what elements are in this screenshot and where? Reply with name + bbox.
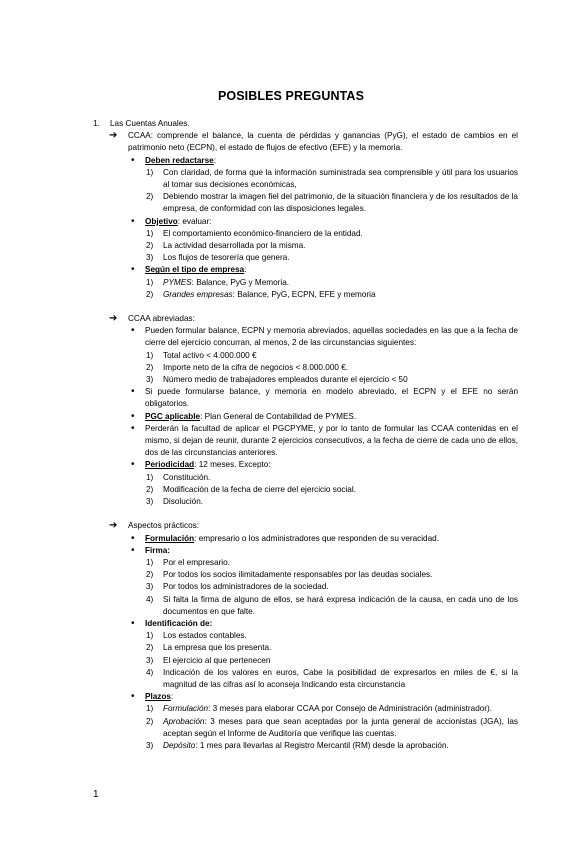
item-number: 1)	[146, 557, 154, 567]
ident-label: Identificación de:	[145, 618, 213, 628]
list-item	[0, 374, 582, 386]
item-number: 3)	[146, 740, 154, 750]
objetivo-bullet	[0, 216, 582, 228]
abreviadas-heading	[0, 313, 582, 325]
item-number: 4)	[146, 667, 154, 677]
arrow-icon: ➔	[109, 313, 118, 325]
bullet-icon: •	[131, 422, 135, 434]
list-item	[0, 240, 582, 252]
objetivo-label: Objetivo	[145, 216, 178, 226]
bullet-icon: •	[131, 617, 135, 629]
item-number: 3)	[146, 375, 154, 385]
section-heading	[0, 118, 582, 130]
pgc-label: PGC aplicable	[145, 411, 201, 421]
practicos-heading	[0, 520, 582, 532]
item-name: Aprobación	[163, 716, 205, 726]
list-item	[0, 228, 582, 240]
item-text: Indicación de los valores en euros, Cabe la posibilidad de expresarlos en miles de €, si la magnitud de las cifras así lo aconseja Indicando esta circunstancia	[163, 667, 518, 689]
item-name: Formulación	[163, 704, 209, 714]
list-item	[0, 642, 582, 654]
item-number: 3)	[146, 655, 154, 665]
pgc-text: : Plan General de Contabilidad de PYMES.	[200, 411, 357, 421]
list-item	[0, 703, 582, 715]
item-number: 3)	[146, 582, 154, 592]
item-name: Grandes empresas	[163, 289, 233, 299]
formulacion-label: Formulación	[145, 533, 195, 543]
item-text: El comportamiento económico-financiero de la entidad.	[163, 228, 363, 238]
bullet-icon: •	[131, 532, 135, 544]
bullet-icon: •	[131, 215, 135, 227]
document-body	[0, 118, 582, 752]
objetivo-suffix: : evaluar:	[177, 216, 212, 226]
item-text: Por todos los administradores de la sociedad.	[163, 582, 329, 592]
item-number: 2)	[146, 484, 154, 494]
item-number: 1)	[146, 167, 154, 177]
item-number: 1)	[146, 350, 154, 360]
formulacion-text: : empresario o los administradores que responden de su veracidad.	[194, 533, 439, 543]
item-text: : 3 meses para que sean aceptadas por la junta general de accionistas (JGA), las aceptan según el Informe de Auditoría que verifique las cuentas.	[163, 716, 518, 738]
list-item	[0, 484, 582, 496]
bullet-icon: •	[131, 325, 135, 337]
ccaa-paragraph	[0, 130, 582, 154]
list-item	[0, 594, 582, 618]
ident-bullet	[0, 618, 582, 630]
page-number: 1	[93, 789, 99, 800]
si-bullet	[0, 386, 582, 410]
plazos-label: Plazos	[145, 692, 171, 702]
bullet-icon: •	[131, 264, 135, 276]
perderan-text: Perderán la facultad de aplicar el PGCPYME, y por lo tanto de formular las CCAA contenidas en el mismo, si dejan de reunir, durante 2 ejercicios consecutivos, a la fecha de cierre de cada uno de ellos, dos de las circunstancias anteriores.	[145, 423, 518, 458]
item-text: Disolución.	[163, 497, 204, 507]
item-number: 1)	[146, 631, 154, 641]
periodicidad-label: Periodicidad	[145, 460, 195, 470]
list-item	[0, 581, 582, 593]
bullet-icon: •	[131, 154, 135, 166]
item-text: Debiendo mostrar la imagen fiel del patrimonio, de la situación financiera y de los resultados de la empresa, de conformidad con las disposiciones legales.	[163, 192, 518, 214]
plazos-suffix: :	[170, 692, 174, 702]
item-text: Los flujos de tesorería que genera.	[163, 253, 290, 263]
arrow-icon: ➔	[109, 130, 118, 142]
list-item	[0, 472, 582, 484]
item-number: 1)	[146, 704, 154, 714]
item-text: Por todos los socios ilimitadamente responsables por las deudas sociales.	[163, 570, 433, 580]
item-number: 2)	[146, 643, 154, 653]
item-text: : 1 mes para llevarlas al Registro Mercantil (RM) desde la aprobación.	[195, 740, 449, 750]
item-text: Los estados contables.	[163, 631, 247, 641]
arrow-icon: ➔	[109, 520, 118, 532]
list-item	[0, 167, 582, 191]
item-number: 1)	[146, 228, 154, 238]
firma-bullet	[0, 545, 582, 557]
bullet-icon: •	[131, 691, 135, 703]
page-title: POSIBLES PREGUNTAS	[217, 89, 365, 103]
list-item	[0, 569, 582, 581]
tipo-label: Según el tipo de empresa	[145, 265, 245, 275]
abreviadas-title: CCAA abreviadas:	[128, 314, 195, 324]
section-title: Las Cuentas Anuales.	[110, 119, 190, 128]
item-number: 2)	[146, 716, 154, 726]
periodicidad-bullet	[0, 459, 582, 471]
tipo-suffix: :	[244, 265, 247, 275]
plazos-bullet	[0, 691, 582, 703]
list-item	[0, 191, 582, 215]
item-text: : Balance, PyG y Memoria.	[191, 277, 290, 287]
item-text: Con claridad, de forma que la información suministrada sea comprensible y útil para los usuarios al tomar sus decisiones económicas,	[163, 167, 518, 190]
section-number: 1.	[93, 119, 100, 128]
list-item	[0, 277, 582, 289]
item-text: : 3 meses para elaborar CCAA por Consejo de Administración (administrador).	[208, 704, 493, 714]
formulacion-bullet	[0, 533, 582, 545]
practicos-title: Aspectos prácticos:	[128, 521, 199, 531]
si-text: Si puede formularse balance, y memoria en modelo abreviado, el ECPN y el EFE no serán obligatorios.	[145, 387, 518, 409]
item-number: 2)	[146, 570, 154, 580]
item-text: Constitución.	[163, 472, 211, 482]
list-item	[0, 496, 582, 508]
list-item	[0, 630, 582, 642]
item-number: 1)	[146, 472, 154, 482]
list-item	[0, 740, 582, 752]
item-text: Importe neto de la cifra de negocios < 8.000.000 €.	[163, 362, 349, 372]
item-text: Si falta la firma de alguno de ellos, se hará expresa indicación de la causa, en cada uno de los documentos en que falte.	[163, 594, 518, 616]
list-item	[0, 252, 582, 264]
item-number: 2)	[146, 362, 154, 372]
ccaa-definition: CCAA: comprende el balance, la cuenta de pérdidas y ganancias (PyG), el estado de cambios en el patrimonio neto (ECPN), el estado de flujos de efectivo (EFE) y la memoria.	[128, 131, 518, 153]
item-number: 1)	[146, 277, 154, 287]
list-item	[0, 655, 582, 667]
item-text: Por el empresario.	[163, 557, 230, 567]
list-item	[0, 362, 582, 374]
list-item	[0, 716, 582, 740]
item-number: 3)	[146, 497, 154, 507]
item-name: Depósito	[163, 740, 196, 750]
firma-label: Firma:	[145, 545, 171, 555]
item-text: : Balance, PyG, ECPN, EFE y memoria	[232, 289, 376, 299]
list-item	[0, 289, 582, 301]
deben-bullet	[0, 155, 582, 167]
periodicidad-text: : 12 meses. Excepto:	[194, 460, 271, 470]
item-text: La empresa que los presenta.	[163, 643, 272, 653]
item-number: 4)	[146, 594, 154, 604]
list-item	[0, 667, 582, 691]
item-name: PYMES	[163, 277, 192, 287]
bullet-icon: •	[131, 410, 135, 422]
item-text: Número medio de trabajadores empleados durante el ejercicio < 50	[163, 375, 408, 385]
pgc-bullet	[0, 411, 582, 423]
item-number: 3)	[146, 253, 154, 263]
bullet-icon: •	[131, 459, 135, 471]
item-number: 2)	[146, 241, 154, 251]
list-item	[0, 350, 582, 362]
bullet-icon: •	[131, 386, 135, 398]
list-item	[0, 557, 582, 569]
item-number: 2)	[146, 289, 154, 299]
item-text: El ejercicio al que pertenecen	[163, 655, 271, 665]
item-text: Total activo < 4.000.000 €	[163, 350, 257, 360]
bullet-icon: •	[131, 544, 135, 556]
item-text: La actividad desarrollada por la misma.	[163, 241, 306, 251]
item-number: 2)	[146, 192, 154, 202]
pueden-bullet	[0, 325, 582, 349]
pueden-text: Pueden formular balance, ECPN y memoria abreviados, aquellas sociedades en las que a la fecha de cierre del ejercicio concurran, al menos, 2 de las circunstancias siguientes:	[145, 326, 518, 348]
tipo-bullet	[0, 264, 582, 276]
deben-label: Deben redactarse	[145, 155, 214, 165]
perderan-bullet	[0, 423, 582, 460]
item-text: Modificación de la fecha de cierre del ejercicio social.	[163, 484, 356, 494]
deben-suffix: :	[213, 155, 216, 165]
